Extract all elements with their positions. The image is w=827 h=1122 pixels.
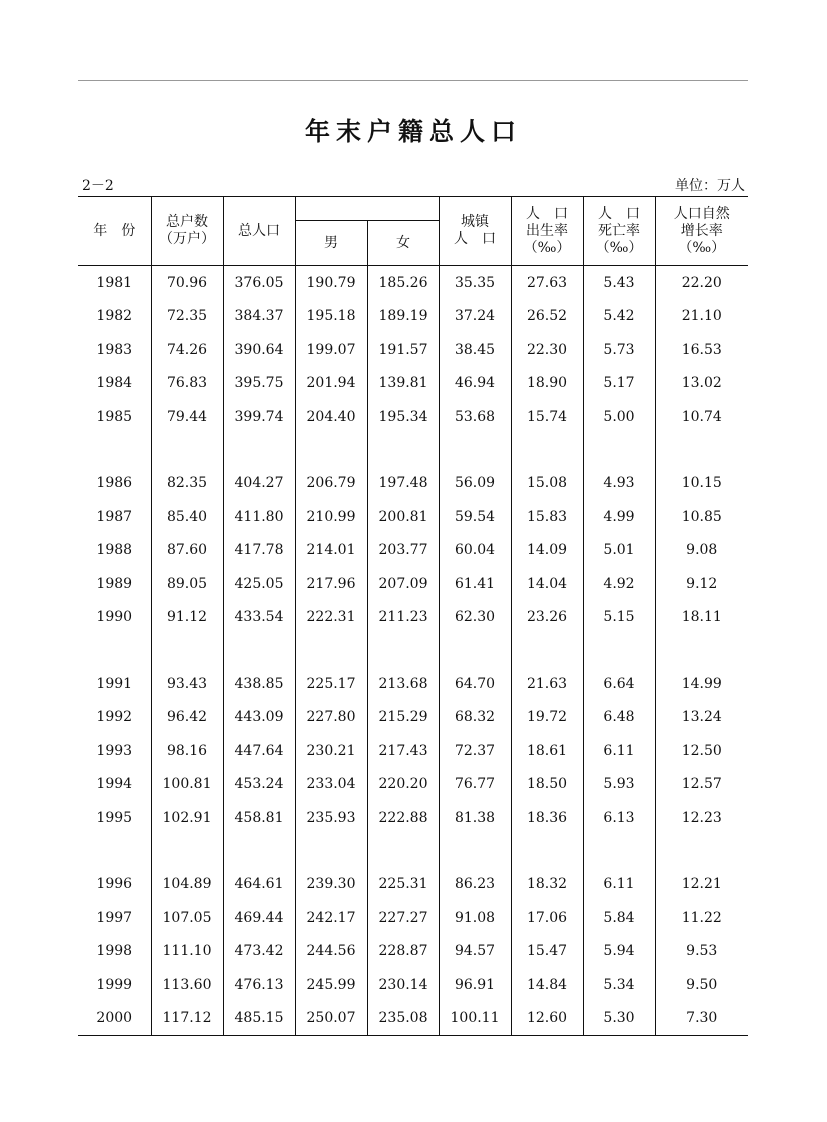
cell-male: 239.30 [295,868,367,902]
cell-total-population: 399.74 [223,400,295,434]
table-row [78,667,748,701]
page-title: 年末户籍总人口 [304,117,522,146]
cell-total-population: 453.24 [223,768,295,802]
header-female: 女 [367,221,439,266]
cell-death-rate: 5.93 [583,768,655,802]
cell-total-population: 469.44 [223,901,295,935]
cell-natural-growth-rate: 9.50 [655,968,748,1002]
cell-year: 2000 [78,1002,151,1036]
table-body [78,266,748,1036]
cell-birth-rate: 18.90 [511,367,583,401]
cell-total-population: 443.09 [223,701,295,735]
table-row [78,801,748,835]
spacer-cell [655,634,748,667]
cell-male: 206.79 [295,467,367,501]
cell-natural-growth-rate: 12.23 [655,801,748,835]
cell-households: 117.12 [151,1002,223,1036]
spacer-row [78,434,748,467]
cell-female: 230.14 [367,968,439,1002]
spacer-cell [583,434,655,467]
cell-households: 91.12 [151,601,223,635]
cell-urban-population: 46.94 [439,367,511,401]
header-urban-population: 城镇 人 口 [439,197,511,266]
cell-total-population: 473.42 [223,935,295,969]
cell-birth-rate: 15.83 [511,500,583,534]
cell-natural-growth-rate: 16.53 [655,333,748,367]
cell-death-rate: 5.34 [583,968,655,1002]
cell-urban-population: 62.30 [439,601,511,635]
cell-death-rate: 5.17 [583,367,655,401]
cell-female: 220.20 [367,768,439,802]
cell-total-population: 447.64 [223,734,295,768]
cell-households: 100.81 [151,768,223,802]
cell-female: 197.48 [367,467,439,501]
cell-birth-rate: 18.61 [511,734,583,768]
cell-urban-population: 35.35 [439,266,511,300]
cell-female: 211.23 [367,601,439,635]
cell-birth-rate: 15.08 [511,467,583,501]
cell-households: 82.35 [151,467,223,501]
spacer-cell [367,835,439,868]
cell-year: 1989 [96,575,133,592]
cell-natural-growth-rate: 18.11 [655,601,748,635]
spacer-cell [655,434,748,467]
cell-birth-rate: 14.04 [511,567,583,601]
cell-male: 210.99 [295,500,367,534]
cell-death-rate: 6.64 [583,667,655,701]
cell-natural-growth-rate: 14.99 [655,667,748,701]
cell-total-population: 464.61 [223,868,295,902]
cell-total-population: 476.13 [223,968,295,1002]
unit-label: 单位：万人 [675,178,745,194]
cell-male: 235.93 [295,801,367,835]
table-row [78,601,748,635]
spacer-cell [295,835,367,868]
cell-birth-rate: 14.09 [511,534,583,568]
cell-male: 242.17 [295,901,367,935]
cell-birth-rate: 23.26 [511,601,583,635]
table-row [78,868,748,902]
cell-female: 235.08 [367,1002,439,1036]
cell-year: 1987 [96,508,133,525]
cell-households: 76.83 [151,367,223,401]
table-row [78,333,748,367]
cell-natural-growth-rate: 12.57 [655,768,748,802]
spacer-cell [223,434,295,467]
cell-birth-rate: 21.63 [511,667,583,701]
table-row [78,1002,748,1036]
cell-female: 222.88 [367,801,439,835]
cell-death-rate: 5.30 [583,1002,655,1036]
cell-households: 74.26 [151,333,223,367]
cell-birth-rate: 27.63 [511,266,583,300]
cell-natural-growth-rate: 9.08 [655,534,748,568]
cell-urban-population: 61.41 [439,567,511,601]
cell-urban-population: 60.04 [439,534,511,568]
cell-urban-population: 56.09 [439,467,511,501]
cell-natural-growth-rate: 10.15 [655,467,748,501]
cell-natural-growth-rate: 12.50 [655,734,748,768]
cell-households: 87.60 [151,534,223,568]
cell-households: 98.16 [151,734,223,768]
cell-year: 1986 [96,475,133,492]
cell-female: 195.34 [367,400,439,434]
cell-urban-population: 91.08 [439,901,511,935]
table-row [78,935,748,969]
table-row [78,500,748,534]
cell-urban-population: 86.23 [439,868,511,902]
cell-total-population: 404.27 [223,467,295,501]
spacer-row [78,634,748,667]
cell-natural-growth-rate: 9.12 [655,567,748,601]
spacer-row [78,835,748,868]
cell-urban-population: 53.68 [439,400,511,434]
header-sex-group [295,197,439,221]
cell-urban-population: 64.70 [439,667,511,701]
cell-natural-growth-rate: 9.53 [655,935,748,969]
spacer-cell [511,835,583,868]
cell-households: 111.10 [151,935,223,969]
table-header [78,197,748,266]
cell-female: 207.09 [367,567,439,601]
table-number: 2－2 [82,178,114,194]
header-households: 总户数 （万户） [151,197,223,266]
cell-male: 190.79 [295,266,367,300]
header-total-population: 总人口 [223,197,295,266]
spacer-cell [439,835,511,868]
cell-death-rate: 4.93 [583,467,655,501]
cell-birth-rate: 12.60 [511,1002,583,1036]
cell-female: 213.68 [367,667,439,701]
spacer-cell [511,434,583,467]
cell-year: 1991 [96,675,133,692]
cell-death-rate: 6.11 [583,734,655,768]
cell-year: 1985 [96,408,133,425]
cell-year: 1997 [96,909,133,926]
cell-male: 225.17 [295,667,367,701]
spacer-cell [151,634,223,667]
spacer-cell [223,634,295,667]
cell-death-rate: 5.73 [583,333,655,367]
cell-households: 113.60 [151,968,223,1002]
header-year: 年 份 [78,197,151,266]
cell-birth-rate: 15.74 [511,400,583,434]
cell-urban-population: 94.57 [439,935,511,969]
cell-year: 1981 [96,274,133,291]
cell-female: 191.57 [367,333,439,367]
cell-urban-population: 68.32 [439,701,511,735]
table-row [78,266,748,300]
cell-male: 201.94 [295,367,367,401]
table-row [78,367,748,401]
cell-birth-rate: 17.06 [511,901,583,935]
cell-birth-rate: 18.50 [511,768,583,802]
spacer-cell [295,634,367,667]
cell-male: 245.99 [295,968,367,1002]
cell-households: 102.91 [151,801,223,835]
cell-birth-rate: 22.30 [511,333,583,367]
cell-year: 1982 [96,308,133,325]
cell-female: 200.81 [367,500,439,534]
cell-female: 225.31 [367,868,439,902]
cell-year: 1993 [96,742,133,759]
table-row [78,968,748,1002]
top-rule [78,80,748,81]
cell-households: 93.43 [151,667,223,701]
cell-total-population: 411.80 [223,500,295,534]
cell-households: 70.96 [151,266,223,300]
cell-year: 1992 [96,709,133,726]
cell-urban-population: 59.54 [439,500,511,534]
spacer-cell [151,434,223,467]
cell-year: 1984 [96,375,133,392]
cell-year: 1990 [96,609,133,626]
cell-urban-population: 72.37 [439,734,511,768]
cell-natural-growth-rate: 11.22 [655,901,748,935]
cell-urban-population: 38.45 [439,333,511,367]
header-male: 男 [295,221,367,266]
cell-year: 1995 [96,809,133,826]
cell-male: 250.07 [295,1002,367,1036]
cell-female: 228.87 [367,935,439,969]
cell-death-rate: 6.13 [583,801,655,835]
spacer-cell [78,634,151,667]
cell-urban-population: 81.38 [439,801,511,835]
cell-male: 214.01 [295,534,367,568]
spacer-cell [367,634,439,667]
cell-total-population: 425.05 [223,567,295,601]
cell-male: 222.31 [295,601,367,635]
population-table [78,196,748,1036]
cell-female: 215.29 [367,701,439,735]
cell-male: 217.96 [295,567,367,601]
cell-death-rate: 5.84 [583,901,655,935]
table-row [78,534,748,568]
table-row [78,901,748,935]
cell-female: 217.43 [367,734,439,768]
cell-natural-growth-rate: 7.30 [655,1002,748,1036]
cell-death-rate: 5.43 [583,266,655,300]
cell-birth-rate: 19.72 [511,701,583,735]
cell-death-rate: 5.94 [583,935,655,969]
cell-total-population: 438.85 [223,667,295,701]
cell-female: 189.19 [367,300,439,334]
table-row [78,400,748,434]
cell-death-rate: 4.92 [583,567,655,601]
cell-total-population: 417.78 [223,534,295,568]
cell-female: 203.77 [367,534,439,568]
cell-total-population: 395.75 [223,367,295,401]
cell-natural-growth-rate: 10.85 [655,500,748,534]
cell-year: 1996 [96,876,133,893]
cell-male: 233.04 [295,768,367,802]
cell-death-rate: 5.01 [583,534,655,568]
cell-death-rate: 5.42 [583,300,655,334]
cell-death-rate: 6.48 [583,701,655,735]
spacer-cell [223,835,295,868]
cell-death-rate: 6.11 [583,868,655,902]
cell-urban-population: 37.24 [439,300,511,334]
table-row [78,467,748,501]
cell-natural-growth-rate: 13.02 [655,367,748,401]
cell-households: 107.05 [151,901,223,935]
cell-households: 85.40 [151,500,223,534]
cell-death-rate: 5.00 [583,400,655,434]
spacer-cell [78,835,151,868]
cell-birth-rate: 14.84 [511,968,583,1002]
cell-households: 72.35 [151,300,223,334]
header-death-rate: 人 口 死亡率 （‰） [583,197,655,266]
cell-year: 1998 [96,943,133,960]
cell-households: 96.42 [151,701,223,735]
cell-households: 104.89 [151,868,223,902]
cell-birth-rate: 15.47 [511,935,583,969]
spacer-cell [439,634,511,667]
cell-natural-growth-rate: 21.10 [655,300,748,334]
spacer-cell [78,434,151,467]
cell-death-rate: 5.15 [583,601,655,635]
cell-total-population: 433.54 [223,601,295,635]
spacer-cell [583,634,655,667]
table-row [78,567,748,601]
cell-female: 185.26 [367,266,439,300]
cell-urban-population: 96.91 [439,968,511,1002]
cell-households: 79.44 [151,400,223,434]
spacer-cell [511,634,583,667]
cell-female: 139.81 [367,367,439,401]
cell-male: 230.21 [295,734,367,768]
spacer-cell [295,434,367,467]
cell-male: 244.56 [295,935,367,969]
cell-urban-population: 100.11 [439,1002,511,1036]
cell-birth-rate: 18.36 [511,801,583,835]
cell-natural-growth-rate: 13.24 [655,701,748,735]
cell-total-population: 376.05 [223,266,295,300]
cell-male: 227.80 [295,701,367,735]
cell-male: 204.40 [295,400,367,434]
table-row [78,734,748,768]
table-row [78,701,748,735]
table-row [78,768,748,802]
cell-birth-rate: 26.52 [511,300,583,334]
cell-natural-growth-rate: 12.21 [655,868,748,902]
cell-households: 89.05 [151,567,223,601]
cell-natural-growth-rate: 10.74 [655,400,748,434]
spacer-cell [439,434,511,467]
cell-birth-rate: 18.32 [511,868,583,902]
cell-total-population: 485.15 [223,1002,295,1036]
header-birth-rate: 人 口 出生率 （‰） [511,197,583,266]
cell-natural-growth-rate: 22.20 [655,266,748,300]
cell-urban-population: 76.77 [439,768,511,802]
cell-female: 227.27 [367,901,439,935]
cell-total-population: 384.37 [223,300,295,334]
spacer-cell [151,835,223,868]
cell-male: 195.18 [295,300,367,334]
spacer-cell [583,835,655,868]
cell-total-population: 458.81 [223,801,295,835]
header-natural-growth-rate: 人口自然 增长率 （‰） [655,197,748,266]
table-row [78,300,748,334]
cell-total-population: 390.64 [223,333,295,367]
spacer-cell [655,835,748,868]
spacer-cell [367,434,439,467]
cell-year: 1988 [96,542,133,559]
cell-male: 199.07 [295,333,367,367]
cell-year: 1999 [96,976,133,993]
cell-year: 1983 [96,341,133,358]
cell-year: 1994 [96,776,133,793]
cell-death-rate: 4.99 [583,500,655,534]
